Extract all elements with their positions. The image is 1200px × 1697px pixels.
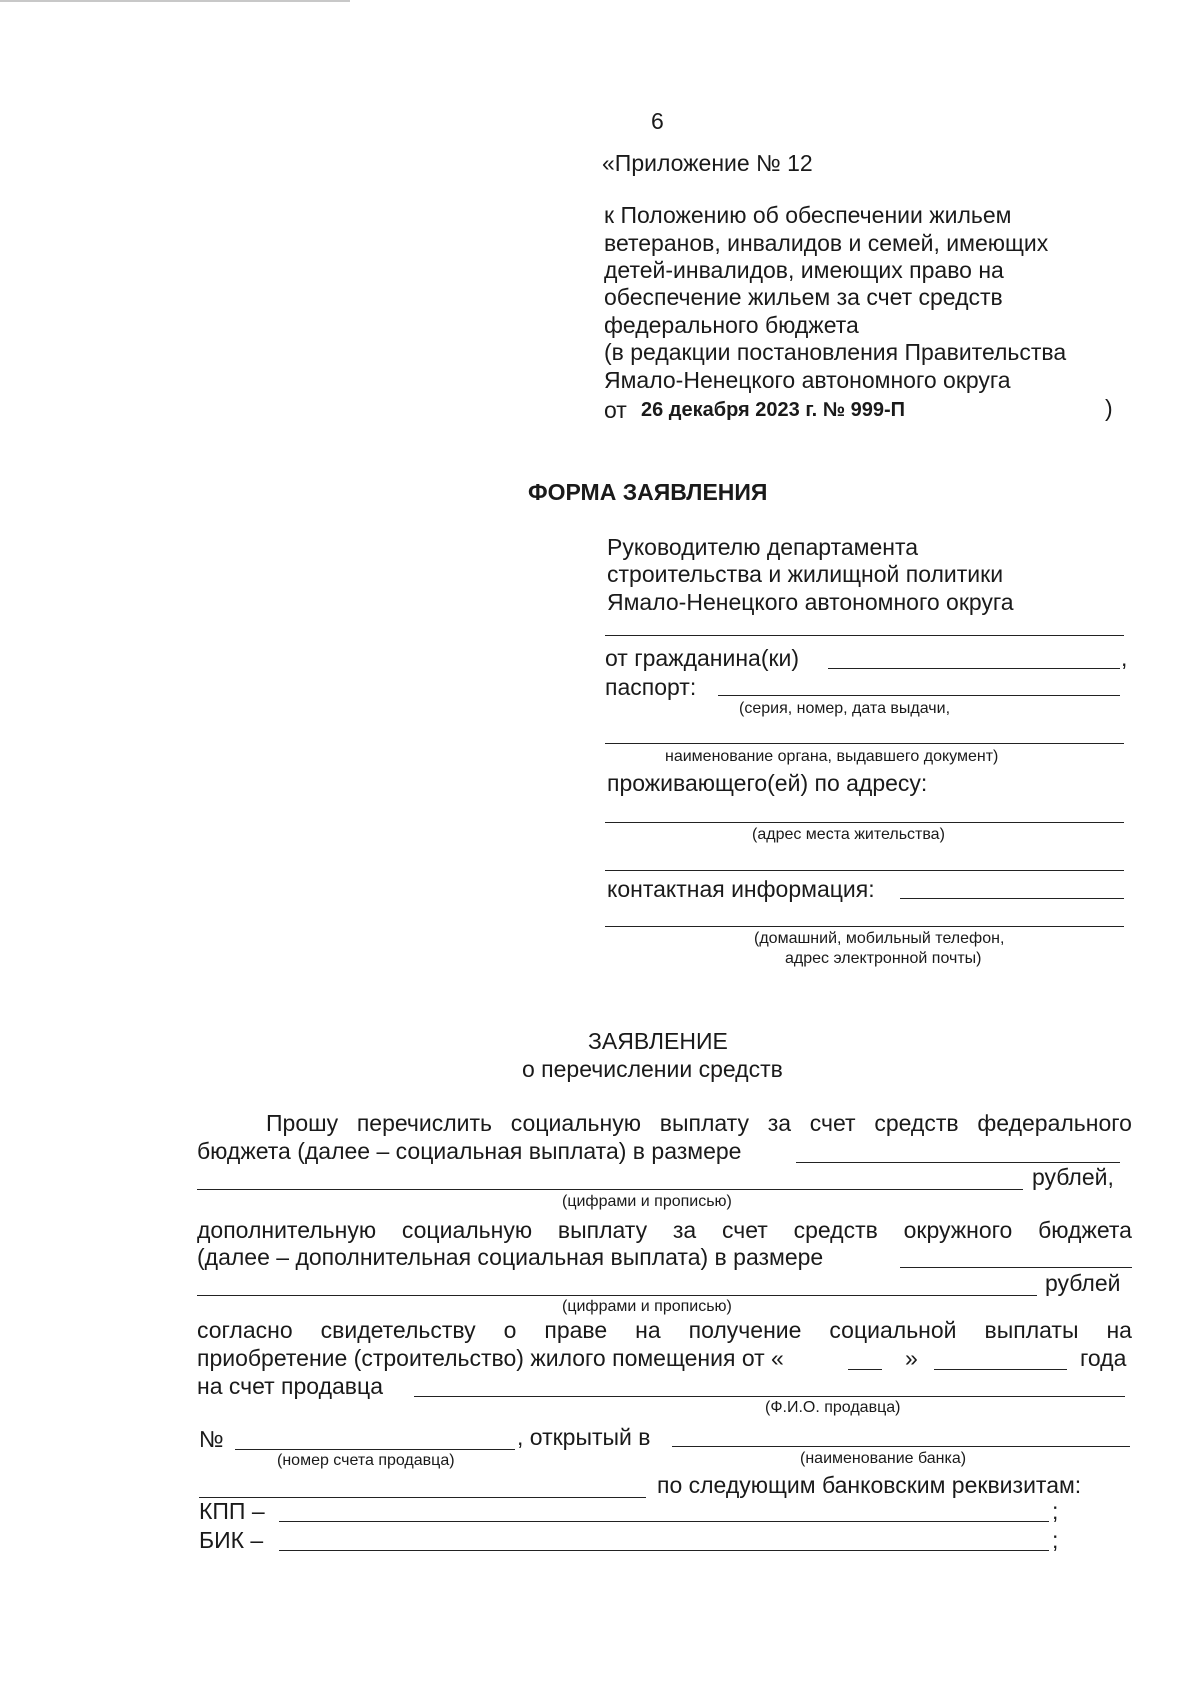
addressee-blank-line[interactable] (605, 635, 1124, 636)
contact-hint-2: адрес электронной почты) (785, 950, 982, 967)
bank-details-label: по следующим банковским реквизитам: (657, 1472, 1082, 1498)
kpp-label: КПП – (199, 1498, 265, 1524)
bank-hint: (наименование банка) (800, 1450, 967, 1467)
word: окружного (903, 1217, 1013, 1243)
resolution-date-number: 26 декабря 2023 г. № 999-П (641, 399, 906, 421)
appendix-line: детей-инвалидов, имеющих право на (604, 257, 1004, 283)
contact-hint: (домашний, мобильный телефон, (754, 930, 1005, 947)
word: за (672, 1217, 697, 1243)
rubles-label-2: рублей (1045, 1270, 1121, 1296)
appendix-title: «Приложение № 12 (602, 150, 813, 176)
quote-close: » (905, 1345, 918, 1371)
appendix-line: Ямало-Ненецкого автономного округа (604, 367, 1011, 393)
account-hint: (номер счета продавца) (277, 1452, 455, 1469)
rubles-label: рублей, (1032, 1164, 1114, 1190)
bik-semicolon: ; (1052, 1527, 1059, 1553)
amount-hint-2: (цифрами и прописью) (562, 1298, 732, 1315)
appendix-line: федерального бюджета (604, 312, 859, 338)
amount-hint: (цифрами и прописью) (562, 1193, 732, 1210)
word: социальную (510, 1110, 641, 1136)
comma: , (1121, 645, 1128, 671)
seller-hint: (Ф.И.О. продавца) (765, 1399, 901, 1416)
word: федерального (977, 1110, 1132, 1136)
social-payment-amount-field[interactable] (796, 1162, 1120, 1163)
word: свидетельству (320, 1317, 476, 1343)
kpp-field[interactable] (279, 1521, 1049, 1522)
contact-label: контактная информация: (607, 876, 875, 902)
citizen-name-field[interactable] (828, 668, 1120, 669)
contact-field[interactable] (900, 898, 1124, 899)
contact-field-2[interactable] (605, 926, 1124, 927)
word: выплаты (984, 1317, 1079, 1343)
word: на (1106, 1317, 1132, 1343)
statement-title: ЗАЯВЛЕНИЕ (588, 1028, 728, 1054)
passport-label: паспорт: (605, 674, 697, 700)
additional-payment-amount-field[interactable] (900, 1267, 1132, 1268)
passport-hint-2: наименование органа, выдавшего документ) (665, 748, 999, 765)
word: на (635, 1317, 661, 1343)
appendix-line: обеспечение жильем за счет средств (604, 284, 1003, 310)
word: о (503, 1317, 517, 1343)
word: средств (874, 1110, 959, 1136)
paragraph-3-line-1 (197, 1317, 1132, 1344)
paragraph-2-line-1 (197, 1217, 1132, 1244)
word: перечислить (356, 1110, 493, 1136)
passport-field-2[interactable] (605, 743, 1124, 744)
scan-edge (0, 0, 350, 2)
appendix-line: ветеранов, инвалидов и семей, имеющих (604, 230, 1049, 256)
page-number: 6 (651, 108, 664, 134)
social-payment-amount-field-2[interactable] (197, 1189, 1023, 1190)
word: получение (688, 1317, 802, 1343)
word: счет (722, 1217, 768, 1243)
paragraph-2-line-2: (далее – дополнительная социальная выплата) в размере (197, 1244, 824, 1270)
passport-hint: (серия, номер, дата выдачи, (739, 700, 951, 717)
word: выплату (659, 1110, 749, 1136)
passport-field[interactable] (718, 695, 1120, 696)
year-label: года (1080, 1345, 1127, 1371)
word: счет (809, 1110, 856, 1136)
kpp-semicolon: ; (1052, 1498, 1059, 1524)
bik-label: БИК – (199, 1527, 264, 1553)
form-title: ФОРМА ЗАЯВЛЕНИЯ (528, 479, 768, 505)
address-field[interactable] (605, 822, 1124, 823)
word: согласно (197, 1317, 293, 1343)
appendix-line: к Положению об обеспечении жильем (604, 202, 1012, 228)
word: Прошу (266, 1110, 339, 1136)
word: праве (544, 1317, 608, 1343)
word: социальной (829, 1317, 957, 1343)
from-citizen-label: от гражданина(ки) (605, 645, 800, 671)
appendix-from-prefix: от (604, 397, 627, 423)
residing-label: проживающего(ей) по адресу: (607, 770, 928, 796)
additional-payment-amount-field-2[interactable] (197, 1295, 1037, 1296)
bik-field[interactable] (279, 1550, 1049, 1551)
paragraph-1-line-2: бюджета (далее – социальная выплата) в размере (197, 1138, 742, 1164)
addressee-line: Руководителю департамента (607, 534, 919, 560)
bank-name-field-2[interactable] (199, 1497, 646, 1498)
word: бюджета (1038, 1217, 1132, 1243)
certificate-month-field[interactable] (934, 1369, 1067, 1370)
paragraph-3-line-3: на счет продавца (197, 1373, 383, 1399)
word: средств (793, 1217, 878, 1243)
paragraph-1-line-1 (266, 1110, 1132, 1137)
opened-in-label: , открытый в (517, 1424, 651, 1450)
word: выплату (557, 1217, 648, 1243)
addressee-line: Ямало-Ненецкого автономного округа (607, 589, 1014, 615)
paragraph-3-line-2: приобретение (строительство) жилого помещения от « (197, 1345, 784, 1371)
word: социальную (401, 1217, 533, 1243)
seller-account-field[interactable] (235, 1449, 515, 1450)
number-sign: № (199, 1426, 224, 1452)
appendix-line: (в редакции постановления Правительства (604, 339, 1067, 365)
statement-subtitle: о перечислении средств (522, 1056, 783, 1082)
address-hint: (адрес места жительства) (752, 826, 945, 843)
certificate-day-field[interactable] (848, 1369, 882, 1370)
addressee-line: строительства и жилищной политики (607, 561, 1004, 587)
appendix-close-paren: ) (1105, 395, 1113, 421)
word: за (767, 1110, 792, 1136)
word: дополнительную (197, 1217, 377, 1243)
bank-name-field[interactable] (672, 1446, 1130, 1447)
seller-name-field[interactable] (414, 1396, 1125, 1397)
address-field-2[interactable] (605, 870, 1124, 871)
